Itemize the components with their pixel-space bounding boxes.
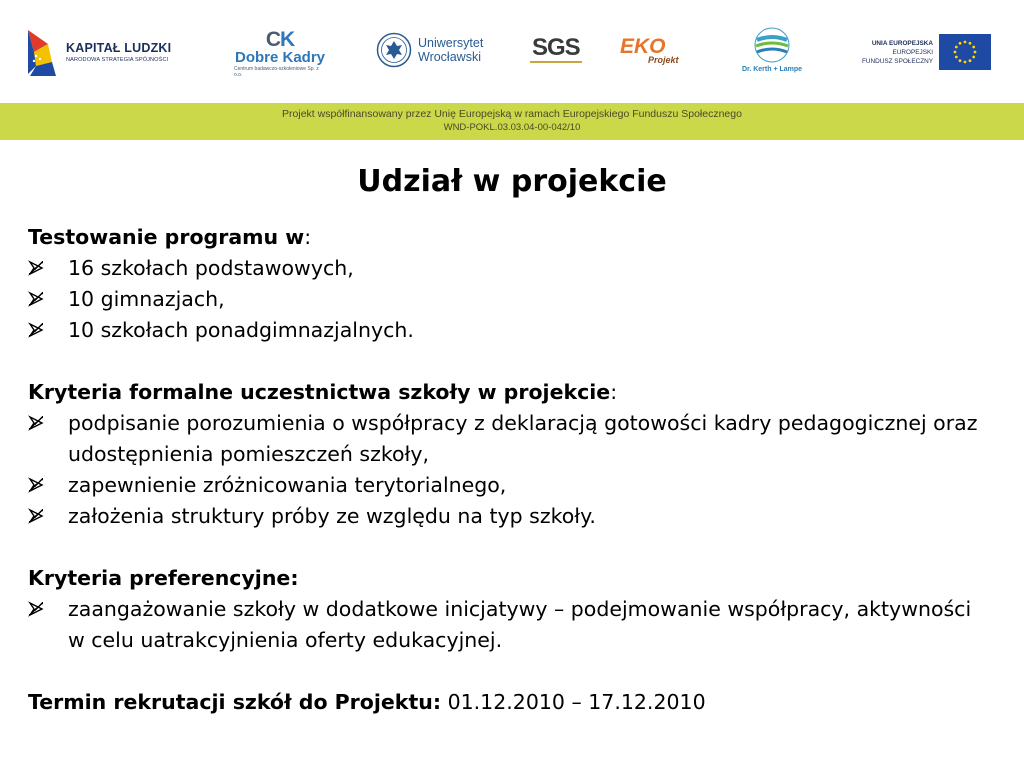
kerth-lampe-logo xyxy=(732,26,812,73)
list-item: 10 szkołach ponadgimnazjalnych. xyxy=(28,315,988,346)
uniwersytet-line1: Uniwersytet xyxy=(418,36,484,50)
kapital-ludzki-subtitle: NARODOWA STRATEGIA SPÓJNOŚCI xyxy=(66,57,169,63)
uniwersytet-seal-icon xyxy=(376,32,412,68)
list-item: 16 szkołach podstawowych, xyxy=(28,253,988,284)
unia-line2: EUROPEJSKI xyxy=(892,48,934,56)
recruitment-dates: 01.12.2010 – 17.12.2010 xyxy=(447,690,706,714)
section-preference-criteria-heading: Kryteria preferencyjne: xyxy=(28,566,299,590)
uniwersytet-line2: Wrocławski xyxy=(418,50,481,64)
kerth-lampe-name: Dr. Kerth + Lampe xyxy=(741,66,803,73)
banner-line1: Projekt współfinansowany przez Unię Europejską w ramach Europejskiego Funduszu Społecznego xyxy=(282,108,742,120)
list-item: założenia struktury próby ze względu na typ szkoły. xyxy=(28,501,988,532)
kapital-ludzki-logo xyxy=(26,26,171,78)
arrow-bullet-icon xyxy=(28,508,44,524)
section-formal-criteria-heading: Kryteria formalne uczestnictwa szkoły w projekcie: xyxy=(28,380,618,404)
kapital-ludzki-icon xyxy=(26,26,58,78)
section-testing-heading: Testowanie programu w: xyxy=(28,225,312,249)
unia-line1: UNIA EUROPEJSKA xyxy=(871,39,934,47)
sgs-logo: SGS xyxy=(532,34,580,61)
dobre-kadry-title: Dobre Kadry xyxy=(234,49,326,66)
list-item: zapewnienie zróżnicowania terytorialnego, xyxy=(28,470,988,501)
recruitment-deadline xyxy=(28,687,988,718)
slide-title: Udział w projekcie xyxy=(357,164,667,199)
unia-europejska-logo xyxy=(862,34,991,70)
list-item: 10 gimnazjach, xyxy=(28,284,988,315)
recruitment-label: Termin rekrutacji szkół do Projektu: xyxy=(28,690,442,714)
kapital-ludzki-title: KAPITAŁ LUDZKI xyxy=(66,41,172,55)
arrow-bullet-icon xyxy=(28,477,44,493)
cofinancing-banner xyxy=(0,103,1024,140)
section-testing-list xyxy=(28,253,988,346)
uniwersytet-logo xyxy=(376,32,483,68)
arrow-bullet-icon xyxy=(28,291,44,307)
kerth-lampe-icon xyxy=(752,26,792,64)
dobre-kadry-mark: CK xyxy=(265,28,295,51)
arrow-bullet-icon xyxy=(28,322,44,338)
list-item: podpisanie porozumienia o współpracy z deklaracją gotowości kadry pedagogicznej oraz udostępnienia pomieszczeń szkoły, xyxy=(28,408,988,470)
arrow-bullet-icon xyxy=(28,415,44,431)
section-formal-criteria-list xyxy=(28,408,988,532)
dobre-kadry-subtitle: Centrum badawczo-szkoleniowe Sp. z o.o. xyxy=(234,66,319,78)
section-preference-criteria-list xyxy=(28,594,988,656)
arrow-bullet-icon xyxy=(28,260,44,276)
dobre-kadry-logo xyxy=(234,30,326,78)
list-item: zaangażowanie szkoły w dodatkowe inicjatywy – podejmowanie współpracy, aktywności w celu uatrakcyjnienia oferty edukacyjnej. xyxy=(28,594,988,656)
banner-project-code: WND-POKL.03.03.04-00-042/10 xyxy=(443,122,581,133)
eko-logo: EKO xyxy=(620,35,666,58)
eu-flag-icon xyxy=(939,34,991,70)
unia-line3: FUNDUSZ SPOŁECZNY xyxy=(862,57,934,65)
eko-logo-sub: Projekt xyxy=(648,55,679,65)
slide-body xyxy=(28,222,988,718)
arrow-bullet-icon xyxy=(28,601,44,617)
logo-strip xyxy=(0,0,1024,100)
